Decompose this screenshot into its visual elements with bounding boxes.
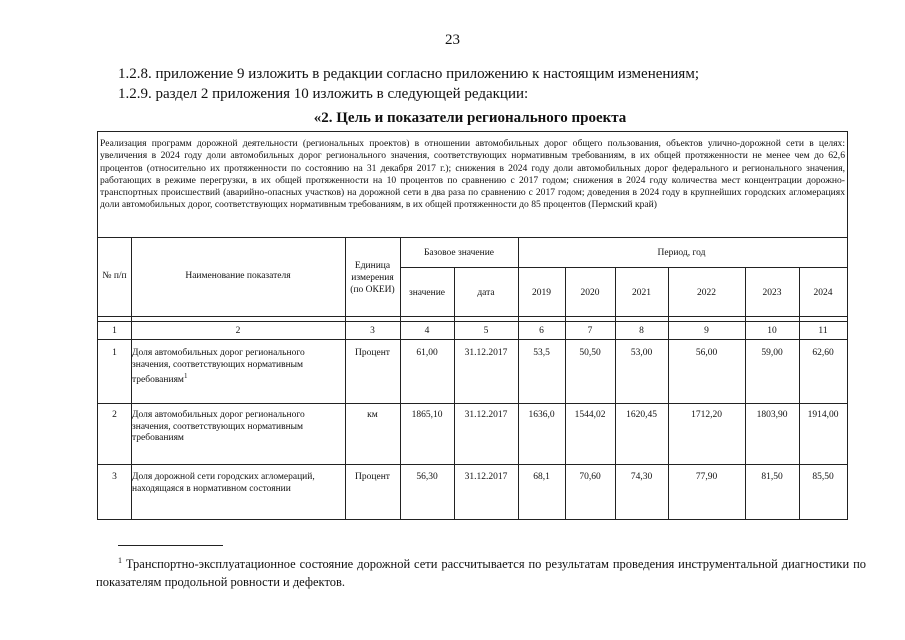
row-value-2019: 53,5 [533,348,550,358]
section-title: «2. Цель и показатели регионального проекта [313,110,627,126]
row-base-date: 31.12.2017 [464,410,508,420]
header-base: Базовое значение [423,248,495,258]
row-value-2020: 70,60 [579,472,601,482]
row-base-value: 61,00 [416,348,438,358]
row-unit: км [367,410,378,420]
header-unit-3: (по ОКЕИ) [350,285,395,295]
row-name: Доля автомобильных дорог регионального значения, соответствующих нормативным требованиям [132,410,305,443]
row-value-2020: 1544,02 [574,410,606,420]
row-value-2019: 68,1 [533,472,550,482]
row-value-2022: 56,00 [695,348,718,358]
row-value-2023: 59,00 [761,348,783,358]
footnote-mark: 1 [118,556,122,565]
row-unit: Процент [355,348,390,358]
footnote-ref: 1 [183,372,188,380]
header-year-2022: 2022 [697,288,716,298]
header-year-2024: 2024 [813,288,833,298]
header-unit-2: измерения [351,273,394,283]
row-num: 1 [112,348,117,358]
footnote-divider [118,545,223,546]
col-number: 2 [235,326,241,336]
row-value-2022: 77,90 [695,472,718,482]
row-value-2021: 1620,45 [626,410,657,420]
row-base-date: 31.12.2017 [464,348,508,358]
row-value-2024: 85,50 [812,472,834,482]
row-value-2023: 81,50 [761,472,783,482]
header-year-2023: 2023 [762,288,782,298]
row-value-2021: 74,30 [630,472,653,482]
header-year-2021: 2021 [632,288,651,298]
paragraph-1-2-9: 1.2.9. раздел 2 приложения 10 изложить в следующей редакции: [118,86,529,102]
col-number: 1 [112,326,117,336]
row-value-2022: 1712,20 [691,410,722,420]
col-number: 6 [539,326,544,336]
col-number: 3 [370,326,375,336]
row-value-2023: 1803,90 [756,410,788,420]
footnote [96,552,866,591]
col-number: 11 [818,326,828,336]
header-name: Наименование показателя [185,271,291,281]
row-num: 3 [112,472,117,482]
row-num: 2 [112,410,117,420]
footnote-text: Транспортно-эксплуатационное состояние дорожной сети рассчитывается по результатам проведения инструментальной диагностики по показателям продольной ровности и дефектов. [96,557,867,590]
header-base-value: значение [408,288,446,298]
header-num: № п/п [102,271,127,281]
row-base-value: 1865,10 [411,410,443,420]
col-number: 9 [704,326,709,336]
paragraph-1-2-8: 1.2.8. приложение 9 изложить в редакции согласно приложению к настоящим изменениям; [118,66,699,82]
goal-text: Реализация программ дорожной деятельности (региональных проектов) в отношении автомобильных дорог общего пользования, объектов улично-дорожной сети в целях: увеличения в 2024 году доли автомобильных дорог регионального значения, соответствующих нормативным требованиям, в их общей протяженности не менее чем до 62,6 процентов (относительно их протяженности по состоянию на 31 декабря 2017 г.); снижения в 2024 году доли автомобильных дорог федерального и регионального значения, работающих в режиме перегрузки, в их общей протяженности на 10 процентов по сравнению с 2017 годом; снижения в 2024 году количества мест концентрации дорожно-транспортных происшествий (аварийно-опасных участков) на дорожной сети в два раза по сравнению с 2017 годом; доведения в 2024 году в крупнейших городских агломерациях доли автомобильных дорог, соответствующих нормативным требованиям, в их общей протяженности до 85 процентов (Пермский край) [100,138,845,211]
row-value-2024: 62,60 [812,348,834,358]
col-number: 10 [767,326,777,336]
row-unit: Процент [355,472,390,482]
page-number: 23 [445,32,460,48]
row-name: Доля дорожной сети городских агломераций, находящаяся в нормативном состоянии [132,472,315,494]
col-number: 5 [483,326,489,336]
header-base-date: дата [477,288,495,298]
row-base-date: 31.12.2017 [464,472,508,482]
row-value-2019: 1636,0 [528,410,555,420]
row-name: Доля автомобильных дорог регионального значения, соответствующих нормативным требованиям$^1$ [132,348,305,386]
header-unit-1: Единица [354,261,391,271]
header-year-2020: 2020 [580,288,600,298]
col-number: 8 [639,326,644,336]
row-value-2021: 53,00 [630,348,653,358]
row-value-2024: 1914,00 [807,410,839,420]
col-number: 7 [587,326,593,336]
col-number: 4 [424,326,430,336]
header-period: Период, год [657,248,706,258]
row-value-2020: 50,50 [579,348,601,358]
header-year-2019: 2019 [532,288,551,298]
row-base-value: 56,30 [416,472,438,482]
